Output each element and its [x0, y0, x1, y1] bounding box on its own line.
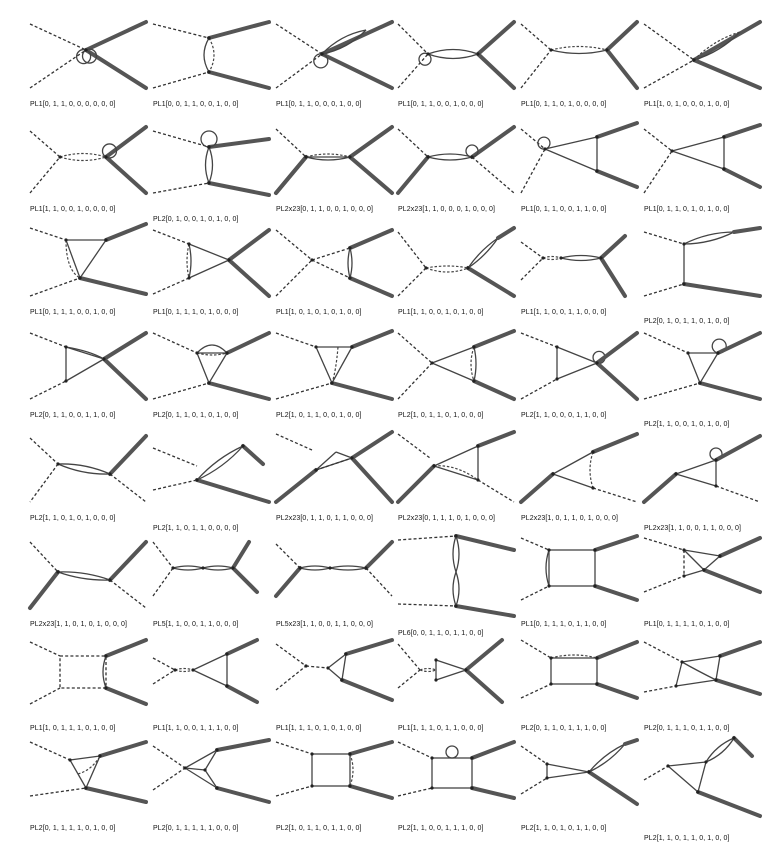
feynman-diagram — [30, 740, 150, 820]
diagram-cell — [30, 640, 150, 740]
diagram-label: PL2[0, 1, 1, 0, 0, 1, 1, 0, 0] — [30, 412, 116, 419]
diagram-label: PL2[1, 0, 1, 1, 0, 1, 1, 0, 0] — [276, 825, 362, 832]
diagram-cell — [521, 16, 641, 116]
feynman-diagram — [153, 121, 273, 201]
diagram-cell — [276, 430, 396, 530]
diagram-cell — [398, 224, 518, 324]
diagram-label: PL1[1, 1, 0, 0, 1, 1, 0, 0, 0] — [521, 309, 607, 316]
diagram-label: PL1[1, 0, 1, 0, 1, 0, 1, 0, 0] — [276, 309, 362, 316]
feynman-diagram — [644, 640, 764, 720]
feynman-diagram — [398, 16, 518, 96]
diagram-label: PL1[1, 1, 0, 0, 1, 1, 1, 0, 0] — [153, 725, 239, 732]
diagram-label: PL2[0, 1, 1, 1, 1, 1, 0, 0, 0] — [153, 825, 239, 832]
feynman-diagram — [521, 16, 641, 96]
diagram-label: PL1[1, 1, 1, 0, 1, 0, 1, 0, 0] — [276, 725, 362, 732]
diagram-cell — [644, 327, 764, 427]
feynman-diagram — [153, 224, 273, 304]
diagram-cell — [30, 224, 150, 324]
diagram-label: PL1[0, 1, 1, 1, 0, 0, 1, 0, 0] — [30, 309, 116, 316]
diagram-label: PL1[0, 1, 1, 1, 0, 1, 0, 0, 0] — [153, 309, 239, 316]
feynman-diagram — [644, 430, 764, 510]
diagram-label: PL2[0, 1, 1, 1, 1, 0, 1, 0, 0] — [30, 825, 116, 832]
feynman-diagram — [398, 327, 518, 407]
diagram-cell — [398, 640, 518, 740]
diagram-label: PL2x23[0, 1, 1, 0, 0, 1, 0, 0, 0] — [276, 206, 374, 213]
feynman-diagram — [398, 121, 518, 201]
feynman-diagram — [398, 740, 518, 820]
feynman-diagram — [276, 327, 396, 407]
feynman-diagram — [153, 16, 273, 96]
feynman-diagram — [644, 16, 764, 96]
diagram-cell — [398, 121, 518, 221]
feynman-diagram — [521, 121, 641, 201]
diagram-cell — [276, 640, 396, 740]
diagram-label: PL1[0, 1, 1, 0, 0, 1, 0, 0, 0] — [398, 101, 484, 108]
feynman-diagram — [521, 640, 641, 720]
diagram-cell — [30, 121, 150, 221]
diagram-label: PL5x23[1, 1, 0, 0, 1, 1, 0, 0, 0] — [276, 621, 374, 628]
diagram-cell — [521, 224, 641, 324]
diagram-cell — [276, 224, 396, 324]
diagram-label: PL2x23[1, 1, 0, 0, 1, 1, 0, 0, 0] — [644, 525, 742, 532]
diagram-cell — [644, 16, 764, 116]
feynman-diagram — [398, 640, 518, 720]
diagram-label: PL2[1, 0, 1, 1, 0, 1, 0, 0, 0] — [398, 412, 484, 419]
feynman-diagram — [398, 430, 518, 510]
diagram-cell — [644, 430, 764, 530]
diagram-cell — [644, 740, 764, 840]
diagram-label: PL1[1, 0, 1, 0, 0, 0, 1, 0, 0] — [644, 101, 730, 108]
diagram-cell — [521, 430, 641, 530]
feynman-diagram — [521, 536, 641, 616]
feynman-diagram — [276, 740, 396, 820]
diagram-cell — [276, 740, 396, 840]
diagram-label: PL5[1, 1, 0, 0, 1, 1, 0, 0, 0] — [153, 621, 239, 628]
diagram-cell — [153, 640, 273, 740]
feynman-diagram — [30, 327, 150, 407]
feynman-diagram — [276, 430, 396, 510]
diagram-label: PL2[0, 1, 1, 0, 1, 0, 1, 0, 0] — [153, 412, 239, 419]
feynman-diagram — [30, 536, 150, 616]
feynman-diagram — [644, 224, 764, 304]
diagram-cell — [30, 327, 150, 427]
feynman-diagram — [521, 740, 641, 820]
diagram-cell — [521, 327, 641, 427]
diagram-cell — [521, 640, 641, 740]
diagram-cell — [153, 430, 273, 530]
diagram-cell — [521, 536, 641, 636]
diagram-label: PL1[0, 1, 1, 0, 1, 0, 0, 0, 0] — [521, 101, 607, 108]
diagram-label: PL2[1, 1, 0, 1, 0, 1, 1, 0, 0] — [521, 825, 607, 832]
diagram-label: PL2[1, 1, 0, 0, 1, 0, 1, 0, 0] — [644, 421, 730, 428]
diagram-cell — [398, 327, 518, 427]
feynman-diagram — [644, 327, 764, 407]
diagram-label: PL1[1, 0, 1, 1, 1, 0, 1, 0, 0] — [30, 725, 116, 732]
feynman-diagram — [644, 121, 764, 201]
feynman-diagram — [153, 327, 273, 407]
diagram-cell — [644, 224, 764, 324]
feynman-diagram — [521, 224, 641, 304]
diagram-label: PL2[0, 1, 0, 1, 1, 0, 1, 0, 0] — [644, 318, 730, 325]
diagram-cell — [153, 16, 273, 116]
diagram-label: PL2[1, 1, 0, 1, 0, 1, 0, 0, 0] — [30, 515, 116, 522]
diagram-label: PL1[0, 1, 1, 0, 1, 0, 1, 0, 0] — [644, 206, 730, 213]
diagram-cell — [276, 16, 396, 116]
diagram-label: PL2[0, 1, 1, 0, 1, 1, 1, 0, 0] — [521, 725, 607, 732]
diagram-cell — [153, 740, 273, 840]
diagram-label: PL1[0, 1, 1, 1, 1, 0, 1, 0, 0] — [644, 621, 730, 628]
diagram-cell — [398, 740, 518, 840]
feynman-diagram — [30, 121, 150, 201]
diagram-label: PL2x23[0, 1, 1, 1, 0, 1, 0, 0, 0] — [398, 515, 496, 522]
diagram-cell — [30, 16, 150, 116]
diagram-label: PL2[0, 1, 0, 0, 1, 0, 1, 0, 0] — [153, 216, 239, 223]
diagram-cell — [398, 16, 518, 116]
feynman-diagram — [153, 640, 273, 720]
diagram-label: PL2x23[1, 1, 0, 1, 0, 1, 0, 0, 0] — [30, 621, 128, 628]
diagram-label: PL2[1, 1, 0, 0, 0, 1, 1, 0, 0] — [521, 412, 607, 419]
feynman-diagram — [644, 536, 764, 616]
feynman-diagram — [276, 121, 396, 201]
diagram-label: PL2x23[1, 0, 1, 1, 0, 1, 0, 0, 0] — [521, 515, 619, 522]
diagram-label: PL1[0, 1, 1, 0, 0, 0, 0, 0, 0] — [30, 101, 116, 108]
feynman-diagram — [398, 224, 518, 304]
diagram-cell — [276, 121, 396, 221]
diagram-label: PL2[1, 1, 0, 1, 1, 0, 1, 0, 0] — [644, 835, 730, 842]
diagram-cell — [398, 430, 518, 530]
diagram-cell — [30, 536, 150, 636]
diagram-label: PL2[1, 1, 0, 0, 1, 1, 1, 0, 0] — [398, 825, 484, 832]
diagram-cell — [153, 121, 273, 221]
diagram-label: PL2x23[1, 1, 0, 0, 0, 1, 0, 0, 0] — [398, 206, 496, 213]
diagram-label: PL1[0, 1, 1, 1, 0, 1, 1, 0, 0] — [521, 621, 607, 628]
diagram-label: PL2[1, 0, 1, 1, 0, 0, 1, 0, 0] — [276, 412, 362, 419]
diagram-cell — [30, 740, 150, 840]
feynman-diagram — [276, 16, 396, 96]
diagram-cell — [644, 640, 764, 740]
diagram-label: PL1[1, 1, 0, 0, 1, 0, 0, 0, 0] — [30, 206, 116, 213]
diagram-label: PL1[1, 1, 1, 0, 1, 1, 0, 0, 0] — [398, 725, 484, 732]
feynman-diagram — [276, 640, 396, 720]
diagram-cell — [30, 430, 150, 530]
feynman-diagram — [276, 224, 396, 304]
diagram-label: PL2[1, 1, 0, 1, 1, 0, 0, 0, 0] — [153, 525, 239, 532]
diagram-cell — [644, 121, 764, 221]
diagram-label: PL2x23[0, 1, 1, 0, 1, 1, 0, 0, 0] — [276, 515, 374, 522]
feynman-diagram — [30, 224, 150, 304]
diagram-cell — [398, 536, 518, 636]
diagram-label: PL1[0, 1, 1, 0, 0, 1, 1, 0, 0] — [521, 206, 607, 213]
feynman-diagram — [30, 16, 150, 96]
feynman-diagram — [30, 430, 150, 510]
diagram-label: PL6[0, 0, 1, 1, 0, 1, 1, 0, 0] — [398, 630, 484, 637]
diagram-cell — [153, 536, 273, 636]
diagram-cell — [521, 121, 641, 221]
feynman-diagram — [30, 640, 150, 720]
diagram-cell — [521, 740, 641, 840]
diagram-label: PL1[1, 1, 0, 0, 1, 0, 1, 0, 0] — [398, 309, 484, 316]
diagram-label: PL2[0, 1, 1, 1, 0, 1, 1, 0, 0] — [644, 725, 730, 732]
diagram-cell — [153, 224, 273, 324]
feynman-diagram — [276, 536, 396, 616]
diagram-cell — [644, 536, 764, 636]
diagram-cell — [276, 327, 396, 427]
feynman-diagram — [153, 536, 273, 616]
diagram-label: PL1[0, 0, 1, 1, 0, 0, 1, 0, 0] — [153, 101, 239, 108]
feynman-diagram — [153, 740, 273, 820]
diagram-cell — [153, 327, 273, 427]
diagram-cell — [276, 536, 396, 636]
feynman-diagram — [521, 327, 641, 407]
feynman-diagram — [521, 430, 641, 510]
feynman-diagram — [153, 430, 273, 510]
diagram-label: PL1[0, 1, 1, 0, 0, 0, 1, 0, 0] — [276, 101, 362, 108]
feynman-diagram — [644, 740, 764, 820]
feynman-diagram — [398, 536, 518, 616]
